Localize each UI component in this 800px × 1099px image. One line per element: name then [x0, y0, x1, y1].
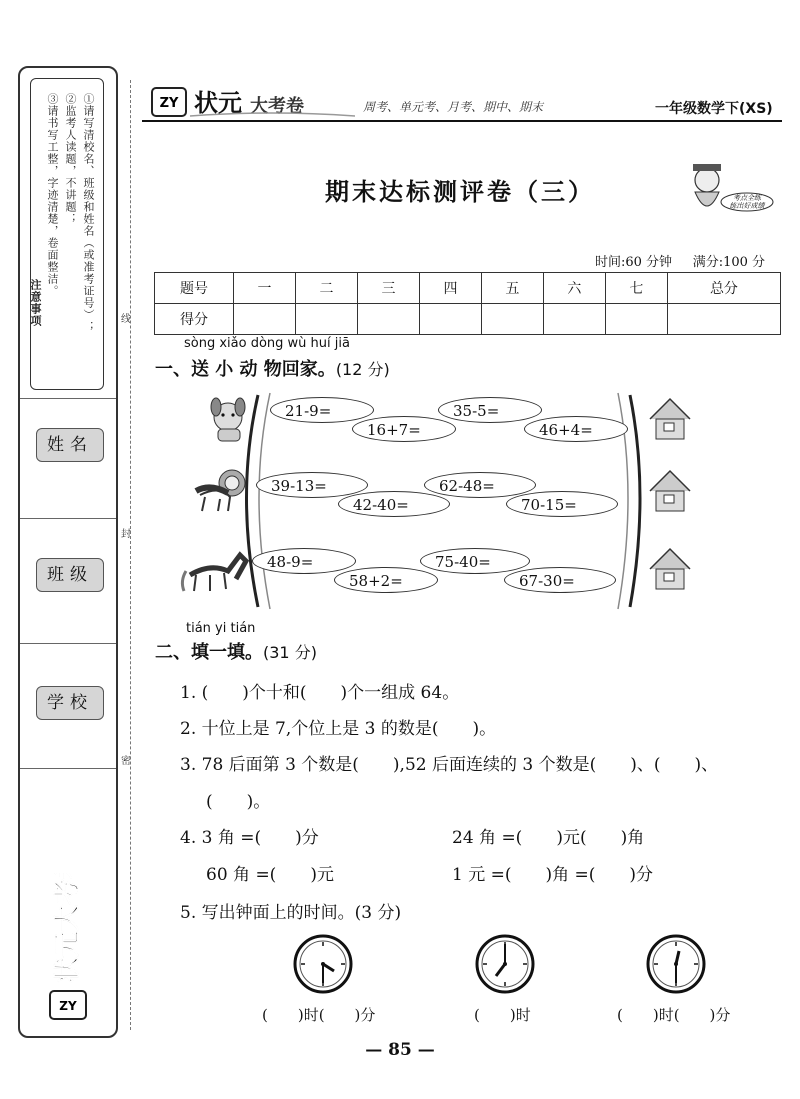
score-col-header: 四: [419, 273, 481, 304]
equation-oval[interactable]: 16+7=: [352, 416, 456, 442]
sidebar-brand-logo: [32, 873, 104, 1023]
divider: [20, 398, 116, 399]
question-4b: 24 角 =( )元( )角: [452, 828, 645, 848]
question-3: 3. 78 后面第 3 个数是( ),52 后面连续的 3 个数是( )、( )、: [180, 755, 719, 775]
page-number: — 85 —: [365, 1040, 435, 1060]
svg-text:ZY: ZY: [159, 96, 179, 111]
field-school-label: 学校: [36, 686, 104, 720]
score-col-header: 三: [357, 273, 419, 304]
divider: [20, 768, 116, 769]
clock-answer-1: ( )时( )分: [262, 1006, 376, 1024]
score-cell[interactable]: [419, 304, 481, 335]
note-3: ③请书写工整，字迹清楚，卷面整洁。: [46, 93, 59, 297]
cut-mark-seal: 封: [121, 529, 131, 540]
score-col-header: 五: [481, 273, 543, 304]
cut-dashed-line: [130, 80, 131, 1030]
section1-pinyin: sòng xiǎo dòng wù huí jiā: [184, 336, 350, 351]
brand-header-logo: [150, 84, 355, 124]
header-rule: [142, 120, 782, 122]
house-icon: [650, 471, 690, 511]
score-cell[interactable]: [605, 304, 667, 335]
time-limit: 时间:60 分钟: [595, 255, 673, 270]
section1-points: (12 分): [335, 360, 390, 379]
equation-oval[interactable]: 70-15=: [506, 491, 618, 517]
brand-logo-lettering: 状元大考卷: [53, 873, 83, 983]
clock-icon: [645, 933, 707, 995]
exam-types: 周考、单元考、月考、期中、期末: [363, 100, 544, 114]
svg-text:ZY: ZY: [59, 999, 77, 1013]
equation-oval[interactable]: 75-40=: [420, 548, 530, 574]
dog-icon: [211, 398, 245, 441]
svg-text:大考卷: 大考卷: [250, 96, 304, 117]
house-icon: [650, 399, 690, 439]
svg-text:练出好成绩: 练出好成绩: [729, 202, 765, 210]
score-cell[interactable]: [481, 304, 543, 335]
score-table-header-row: [155, 273, 781, 304]
section2-points: (31 分): [263, 643, 317, 662]
score-row-label: 得分: [155, 304, 234, 335]
section2-title: 二、填一填。(31 分): [155, 642, 317, 663]
field-class-label: 班级: [36, 558, 104, 592]
score-table: [154, 272, 781, 335]
cut-mark-secret: 密: [121, 756, 131, 767]
section2-pinyin: tián yi tián: [186, 621, 256, 636]
clock-answer-3: ( )时( )分: [617, 1006, 731, 1024]
binding-sidebar: [18, 66, 118, 1038]
mascot-scholar-icon: [675, 160, 775, 230]
score-cell[interactable]: [667, 304, 780, 335]
equation-oval[interactable]: 46+4=: [524, 416, 628, 442]
house-icon: [650, 549, 690, 589]
horse-icon: [182, 555, 246, 591]
score-cell[interactable]: [234, 304, 296, 335]
full-score: 满分:100 分: [692, 255, 766, 270]
cut-mark-line: 线: [121, 314, 131, 325]
score-col-header: 题号: [155, 273, 234, 304]
equation-oval[interactable]: 48-9=: [252, 548, 356, 574]
svg-text:考点全练: 考点全练: [733, 194, 761, 202]
equation-oval[interactable]: 21-9=: [270, 397, 374, 423]
score-col-header: 二: [295, 273, 357, 304]
divider: [20, 643, 116, 644]
score-col-header: 六: [543, 273, 605, 304]
equation-oval[interactable]: 39-13=: [256, 472, 368, 498]
equation-oval[interactable]: 42-40=: [338, 491, 450, 517]
section1-title: 一、送 小 动 物回家。(12 分): [155, 359, 390, 380]
note-1: ①请写清校名、班级和姓名（或准考证号）；: [82, 93, 95, 333]
divider: [20, 518, 116, 519]
clock-icon: [474, 933, 536, 995]
clock-answer-2: ( )时: [474, 1006, 531, 1024]
question-2: 2. 十位上是 7,个位上是 3 的数是( )。: [180, 719, 497, 739]
score-col-header: 一: [234, 273, 296, 304]
score-cell[interactable]: [295, 304, 357, 335]
score-col-header: 总分: [667, 273, 780, 304]
question-1: 1. ( )个十和( )个一组成 64。: [180, 683, 460, 703]
svg-text:状元: 状元: [194, 89, 242, 117]
notes-title: 注意事项: [29, 279, 42, 327]
field-name-label: 姓名: [36, 428, 104, 462]
equation-oval[interactable]: 35-5=: [438, 397, 542, 423]
question-4a: 4. 3 角 =( )分: [180, 828, 319, 848]
lion-icon: [196, 470, 245, 511]
equation-oval[interactable]: 62-48=: [424, 472, 536, 498]
clock-icon: [292, 933, 354, 995]
question-4c: 60 角 =( )元: [206, 865, 334, 885]
equation-oval[interactable]: 58+2=: [334, 567, 438, 593]
question-5: 5. 写出钟面上的时间。(3 分): [180, 903, 402, 923]
note-2: ②监考人读题，不讲题；: [64, 93, 77, 225]
score-table-score-row: [155, 304, 781, 335]
score-cell[interactable]: [543, 304, 605, 335]
grade-label: 一年级数学下(XS): [655, 101, 773, 117]
question-4d: 1 元 =( )角 =( )分: [452, 865, 654, 885]
score-cell[interactable]: [357, 304, 419, 335]
question-3-cont: ( )。: [206, 792, 271, 812]
notes-box: [30, 78, 104, 390]
page-title: 期末达标测评卷（三）: [325, 178, 595, 206]
score-col-header: 七: [605, 273, 667, 304]
time-info: [595, 251, 765, 270]
equation-oval[interactable]: 67-30=: [504, 567, 616, 593]
